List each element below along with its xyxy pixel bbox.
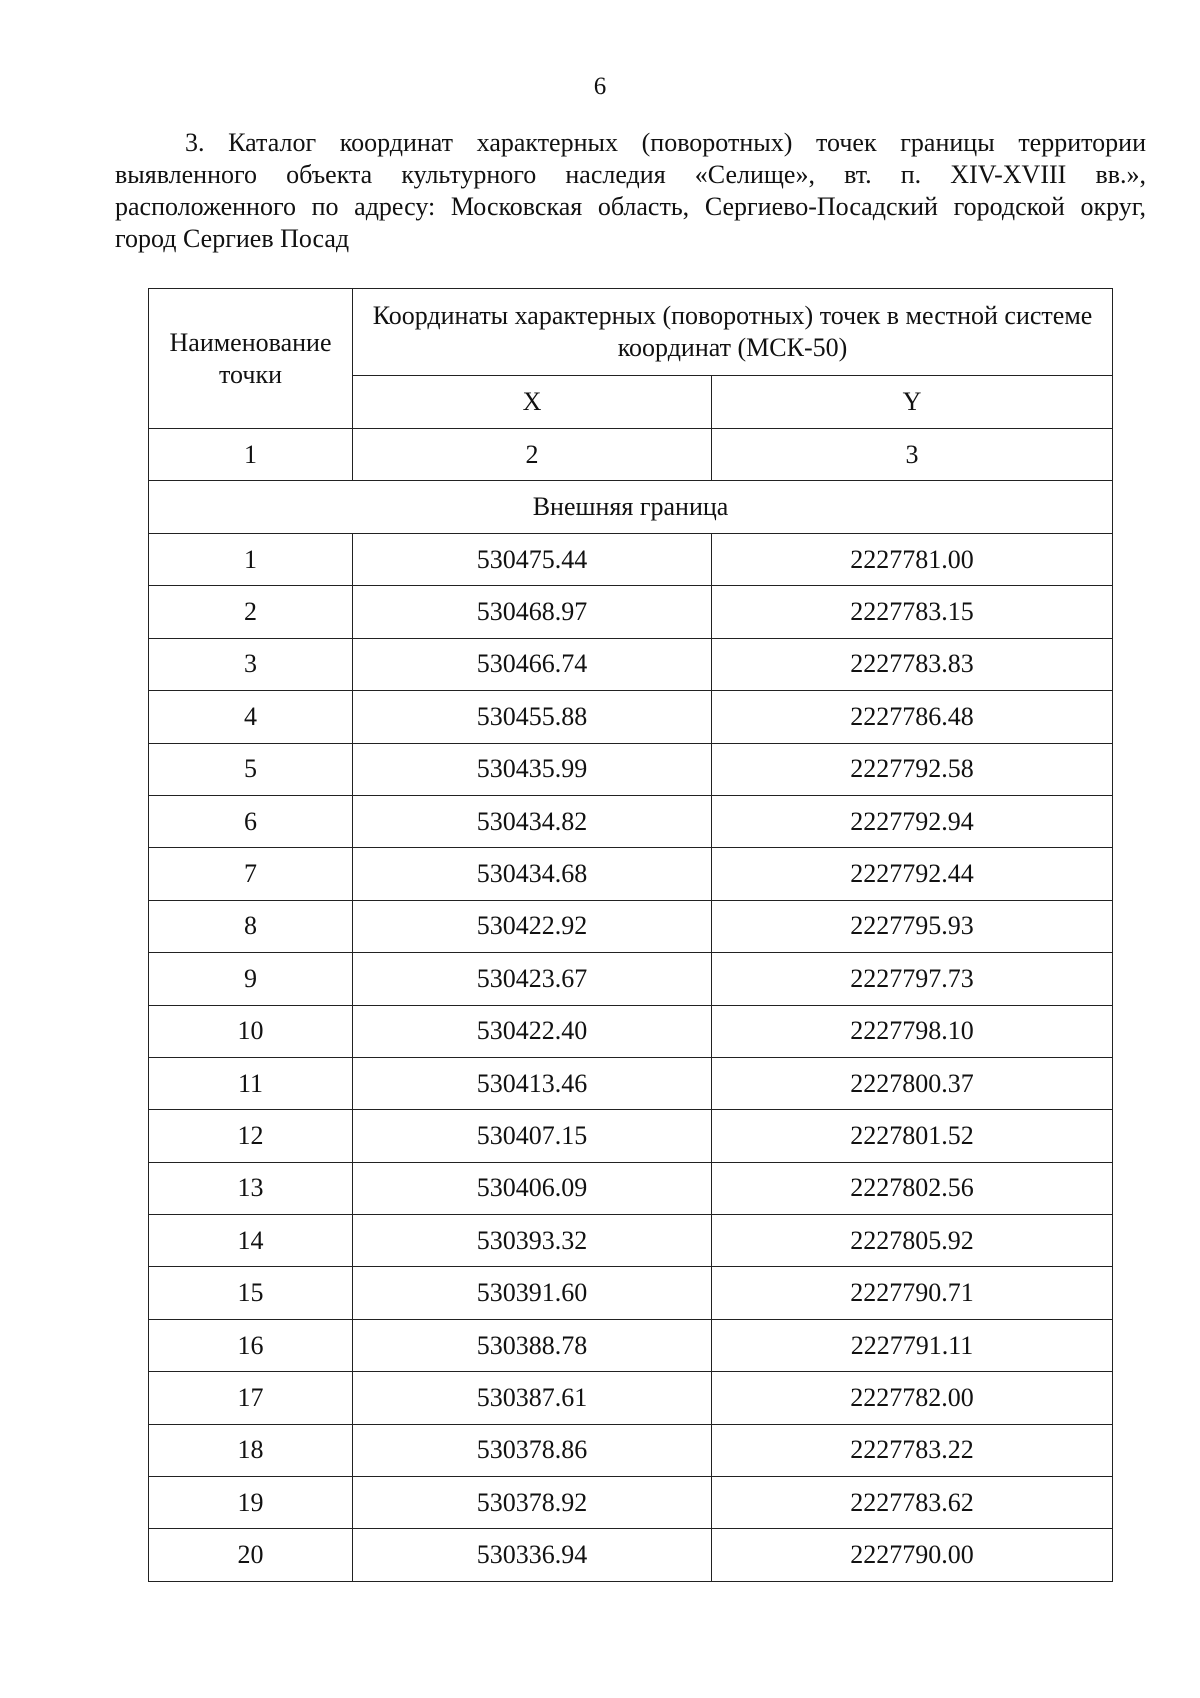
y-coordinate-cell: 2227790.00 bbox=[712, 1529, 1113, 1581]
x-coordinate-cell: 530407.15 bbox=[353, 1110, 712, 1162]
point-number-cell: 20 bbox=[149, 1529, 353, 1581]
point-number-cell: 3 bbox=[149, 638, 353, 690]
x-coordinate-cell: 530391.60 bbox=[353, 1267, 712, 1319]
point-number-cell: 6 bbox=[149, 795, 353, 847]
y-coordinate-cell: 2227783.15 bbox=[712, 586, 1113, 638]
table-row bbox=[149, 795, 1113, 847]
point-number-cell: 11 bbox=[149, 1057, 353, 1109]
table-row bbox=[149, 1162, 1113, 1214]
x-coordinate-cell: 530434.82 bbox=[353, 795, 712, 847]
table-row bbox=[149, 1477, 1113, 1529]
x-coordinate-cell: 530475.44 bbox=[353, 534, 712, 586]
y-coordinate-cell: 2227792.58 bbox=[712, 743, 1113, 795]
y-coordinate-cell: 2227781.00 bbox=[712, 534, 1113, 586]
point-number-cell: 13 bbox=[149, 1162, 353, 1214]
point-number-cell: 15 bbox=[149, 1267, 353, 1319]
point-number-cell: 19 bbox=[149, 1477, 353, 1529]
section-title: Внешняя граница bbox=[149, 481, 1113, 534]
point-number-cell: 12 bbox=[149, 1110, 353, 1162]
point-number-cell: 18 bbox=[149, 1424, 353, 1476]
table-row bbox=[149, 1110, 1113, 1162]
table-row bbox=[149, 691, 1113, 743]
coordinates-table bbox=[148, 288, 1113, 1582]
x-coordinate-cell: 530422.92 bbox=[353, 900, 712, 952]
point-number-cell: 8 bbox=[149, 900, 353, 952]
x-coordinate-cell: 530413.46 bbox=[353, 1057, 712, 1109]
y-coordinate-cell: 2227783.22 bbox=[712, 1424, 1113, 1476]
point-number-cell: 5 bbox=[149, 743, 353, 795]
x-coordinate-cell: 530423.67 bbox=[353, 953, 712, 1005]
y-coordinate-cell: 2227782.00 bbox=[712, 1372, 1113, 1424]
table-row bbox=[149, 1529, 1113, 1581]
point-number-cell: 1 bbox=[149, 534, 353, 586]
x-coordinate-cell: 530434.68 bbox=[353, 848, 712, 900]
catalog-heading: 3. Каталог координат характерных (поворотных) точек границы территории выявленного объекта культурного наследия «Селище», вт. п. XIV-XVIII вв.», расположенного по адресу: Московская область, Сергиево-Посадский городской округ, город Сергиев Посад bbox=[115, 128, 1146, 253]
y-coordinate-cell: 2227783.62 bbox=[712, 1477, 1113, 1529]
point-number-cell: 17 bbox=[149, 1372, 353, 1424]
table-row bbox=[149, 953, 1113, 1005]
y-coordinate-cell: 2227802.56 bbox=[712, 1162, 1113, 1214]
y-coordinate-cell: 2227786.48 bbox=[712, 691, 1113, 743]
y-coordinate-cell: 2227795.93 bbox=[712, 900, 1113, 952]
x-coordinate-cell: 530378.92 bbox=[353, 1477, 712, 1529]
table-row bbox=[149, 743, 1113, 795]
table-row bbox=[149, 1215, 1113, 1267]
table-row bbox=[149, 1005, 1113, 1057]
column-number: 3 bbox=[712, 429, 1113, 481]
x-coordinate-cell: 530378.86 bbox=[353, 1424, 712, 1476]
x-coordinate-cell: 530468.97 bbox=[353, 586, 712, 638]
table-row bbox=[149, 534, 1113, 586]
point-number-cell: 16 bbox=[149, 1319, 353, 1371]
x-coordinate-cell: 530406.09 bbox=[353, 1162, 712, 1214]
coordinates-table-body bbox=[149, 289, 1113, 1582]
header-row bbox=[149, 289, 1113, 376]
point-number-cell: 4 bbox=[149, 691, 353, 743]
x-coordinate-cell: 530435.99 bbox=[353, 743, 712, 795]
table-row bbox=[149, 1057, 1113, 1109]
coordinates-header: Координаты характерных (поворотных) точек в местной системе координат (МСК-50) bbox=[353, 289, 1113, 376]
column-number: 1 bbox=[149, 429, 353, 481]
x-coordinate-cell: 530393.32 bbox=[353, 1215, 712, 1267]
table-row bbox=[149, 586, 1113, 638]
y-coordinate-cell: 2227792.44 bbox=[712, 848, 1113, 900]
y-coordinate-cell: 2227800.37 bbox=[712, 1057, 1113, 1109]
table-row bbox=[149, 1267, 1113, 1319]
x-coordinate-cell: 530388.78 bbox=[353, 1319, 712, 1371]
point-name-header: Наименование точки bbox=[149, 289, 353, 429]
y-coordinate-cell: 2227805.92 bbox=[712, 1215, 1113, 1267]
x-header: X bbox=[353, 376, 712, 429]
section-row bbox=[149, 481, 1113, 534]
table-row bbox=[149, 848, 1113, 900]
point-number-cell: 14 bbox=[149, 1215, 353, 1267]
y-coordinate-cell: 2227801.52 bbox=[712, 1110, 1113, 1162]
table-row bbox=[149, 1372, 1113, 1424]
x-coordinate-cell: 530336.94 bbox=[353, 1529, 712, 1581]
x-coordinate-cell: 530422.40 bbox=[353, 1005, 712, 1057]
x-coordinate-cell: 530455.88 bbox=[353, 691, 712, 743]
column-number-row bbox=[149, 429, 1113, 481]
page-number: 6 bbox=[593, 73, 607, 100]
y-coordinate-cell: 2227790.71 bbox=[712, 1267, 1113, 1319]
point-number-cell: 2 bbox=[149, 586, 353, 638]
point-number-cell: 9 bbox=[149, 953, 353, 1005]
y-coordinate-cell: 2227797.73 bbox=[712, 953, 1113, 1005]
y-coordinate-cell: 2227783.83 bbox=[712, 638, 1113, 690]
table-row bbox=[149, 638, 1113, 690]
y-coordinate-cell: 2227792.94 bbox=[712, 795, 1113, 847]
y-header: Y bbox=[712, 376, 1113, 429]
x-coordinate-cell: 530466.74 bbox=[353, 638, 712, 690]
table-row bbox=[149, 1424, 1113, 1476]
y-coordinate-cell: 2227791.11 bbox=[712, 1319, 1113, 1371]
point-number-cell: 10 bbox=[149, 1005, 353, 1057]
table-row bbox=[149, 1319, 1113, 1371]
table-row bbox=[149, 900, 1113, 952]
y-coordinate-cell: 2227798.10 bbox=[712, 1005, 1113, 1057]
x-coordinate-cell: 530387.61 bbox=[353, 1372, 712, 1424]
column-number: 2 bbox=[353, 429, 712, 481]
point-number-cell: 7 bbox=[149, 848, 353, 900]
